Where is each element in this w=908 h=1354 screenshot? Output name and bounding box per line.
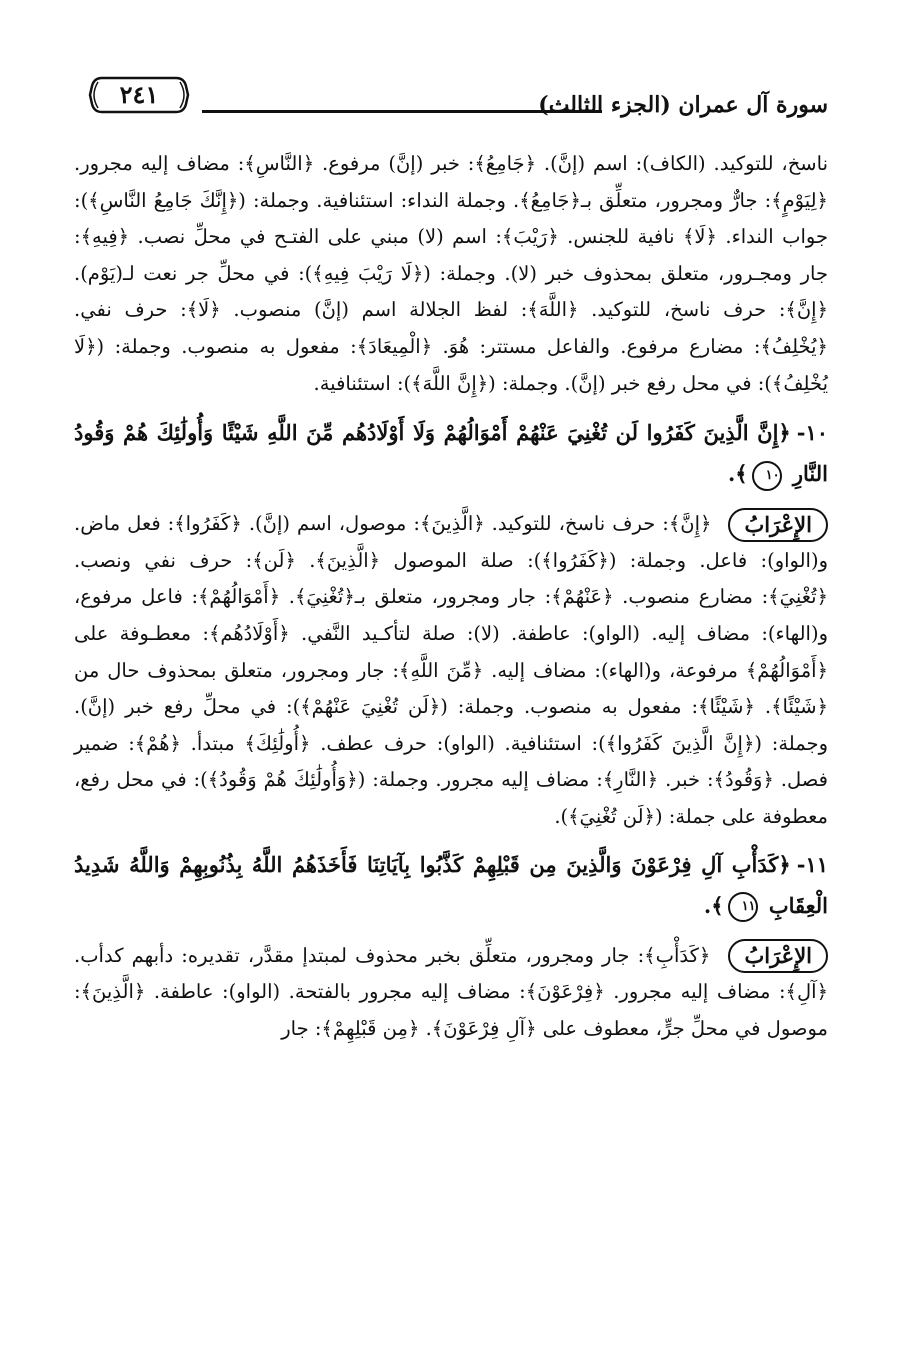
verse-end-marker: ١٠ xyxy=(752,461,782,491)
page-number: ٢٤١ xyxy=(119,80,159,109)
verse-text: ﴿إِنَّ الَّذِينَ كَفَرُوا لَن تُغْنِيَ عَنْهُمْ أَمْوَالُهُمْ وَلَا أَوْلَادُهُم مِّنَ اللَّهِ شَيْئًا وَأُولَٰئِكَ هُمْ وَقُودُ النَّارِ xyxy=(74,420,828,487)
irab-paragraph-1: ناسخ، للتوكيد. (الكاف): اسم (إنَّ). ﴿جَامِعُ﴾: خبر (إنَّ) مرفوع. ﴿النَّاسِ﴾: مضاف إليه مجرور. ﴿لِيَوْمٍ﴾: جارٌّ ومجرور، متعلِّق بـ﴿جَامِعُ﴾. وجملة النداء: استئنافية. وجملة: (﴿إِنَّكَ جَامِعُ النَّاسِ﴾): جواب النداء. ﴿لَا﴾ نافية للجنس. ﴿رَيْبَ﴾: اسم (لا) مبني على الفتـح في محلِّ نصب. ﴿فِيهِ﴾: جار ومجـرور، متعلق بمحذوف خبر (لا). وجملة: (﴿لَا رَيْبَ فِيهِ﴾): في محلِّ جر نعت لـ(يَوْم). ﴿إِنَّ﴾: حرف ناسخ، للتوكيد. ﴿اللَّهَ﴾: لفظ الجلالة اسم (إنَّ) منصوب. ﴿لَا﴾: حرف نفي. ﴿يُخْلِفُ﴾: مضارع مرفوع. والفاعل مستتر: هُوَ. ﴿الْمِيعَادَ﴾: مفعول به منصوب. وجملة: (﴿لَا يُخْلِفُ﴾): في محل رفع خبر (إنَّ). وجملة: (﴿إِنَّ اللَّهَ﴾): استئنافية. xyxy=(74,152,828,395)
running-title: سورة آل عمران (الجزء الثالث) xyxy=(538,92,828,118)
irab-paragraph-3 xyxy=(74,938,828,1048)
page-body xyxy=(74,146,828,1047)
verse-closing: ﴾. xyxy=(727,461,748,487)
page-number-frame xyxy=(88,74,190,116)
irab-label-badge: الإِعْرَابُ xyxy=(728,508,828,542)
verse-10 xyxy=(74,412,828,494)
irab-text: ﴿كَدَأْبِ﴾: جار ومجرور، متعلِّق بخبر محذوف لمبتدإ مقدَّر، تقديره: دأبهم كدأب. ﴿آلِ﴾: مضاف إليه مجرور. ﴿فِرْعَوْنَ﴾: مضاف إليه مجرور بالفتحة. (الواو): عاطفة. ﴿الَّذِينَ﴾: موصول في محلِّ جرٍّ، معطوف على ﴿آلِ فِرْعَوْنَ﴾. ﴿مِن قَبْلِهِمْ﴾: جار xyxy=(74,943,828,1040)
verse-number: ١١- xyxy=(796,851,828,877)
irab-label-badge: الإِعْرَابُ xyxy=(728,939,828,973)
verse-end-marker: ١١ xyxy=(728,892,758,922)
verse-11 xyxy=(74,844,828,926)
irab-text: ﴿إِنَّ﴾: حرف ناسخ، للتوكيد. ﴿الَّذِينَ﴾: موصول، اسم (إنَّ). ﴿كَفَرُوا﴾: فعل ماض. و(الواو): فاعل. وجملة: (﴿كَفَرُوا﴾): صلة الموصول ﴿الَّذِينَ﴾. ﴿لَن﴾: حرف نفي ونصب. ﴿تُغْنِيَ﴾: مضارع منصوب. ﴿عَنْهُمْ﴾: جار ومجرور، متعلق بـ﴿تُغْنِيَ﴾. ﴿أَمْوَالُهُمْ﴾: فاعل مرفوع، و(الهاء): مضاف إليه. (الواو): عاطفة. (لا): صلة لتأكـيد النَّفي. ﴿أَوْلَادُهُم﴾: معطـوفة على ﴿أَمْوَالُهُمْ﴾ مرفوعة، و(الهاء): مضاف إليه. ﴿مِّنَ اللَّهِ﴾: جار ومجرور، متعلق بمحذوف حال من ﴿شَيْئًا﴾. ﴿شَيْئًا﴾: مفعول به منصوب. وجملة: (﴿لَن تُغْنِيَ عَنْهُمْ﴾): في محلِّ رفع خبر (إنَّ). وجملة: (﴿إِنَّ الَّذِينَ كَفَرُوا﴾): استئنافية. (الواو): حرف عطف. ﴿أُولَٰئِكَ﴾ مبتدأ. ﴿هُمْ﴾: ضمير فصل. ﴿وَقُودُ﴾: خبر. ﴿النَّارِ﴾: مضاف إليه مجرور. وجملة: (﴿وَأُولَٰئِكَ هُمْ وَقُودُ﴾): في محل رفع، معطوفة على جملة: (﴿لَن تُغْنِيَ﴾). xyxy=(74,512,828,828)
page-header xyxy=(80,66,828,126)
irab-paragraph-2 xyxy=(74,506,828,835)
verse-text: ﴿كَدَأْبِ آلِ فِرْعَوْنَ وَالَّذِينَ مِن قَبْلِهِمْ كَذَّبُوا بِآيَاتِنَا فَأَخَذَهُمُ اللَّهُ بِذُنُوبِهِمْ وَاللَّهُ شَدِيدُ الْعِقَابِ xyxy=(74,851,828,918)
verse-closing: ﴾. xyxy=(703,892,724,918)
verse-number: ١٠- xyxy=(796,420,828,446)
